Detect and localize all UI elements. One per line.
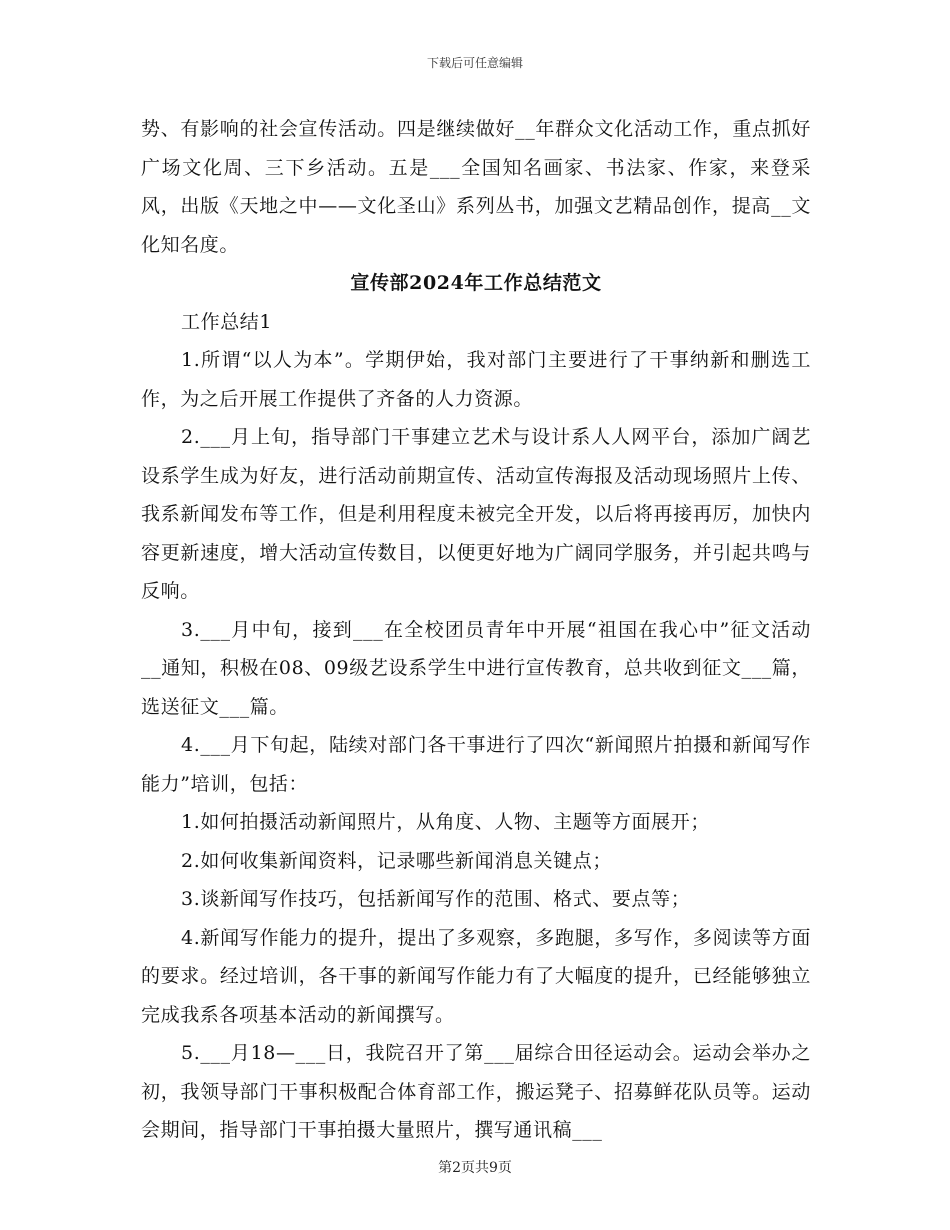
paragraph: 1.所谓“以人为本”。学期伊始，我对部门主要进行了干事纳新和删选工作，为之后开展工作提供了齐备的人力资源。 — [141, 349, 811, 410]
list-item: 2.如何收集新闻资料，记录哪些新闻消息关键点； — [181, 849, 612, 872]
list-item: 1.如何拍摄活动新闻照片，从角度、人物、主题等方面展开； — [181, 811, 710, 833]
paragraph: 3.___月中旬，接到___在全校团员青年中开展“祖国在我心中”征文活动__通知，积极在08、09级艺设系学生中进行宣传教育，总共收到征文___篇，选送征文___篇。 — [141, 618, 811, 718]
list-item: 4.新闻写作能力的提升，提出了多观察，多跑腿，多写作，多阅读等方面的要求。经过培训，各干事的新闻写作能力有了大幅度的提升，已经能够独立完成我系各项基本活动的新闻撰写。 — [141, 926, 811, 1026]
document-body — [141, 110, 811, 1150]
document-title: 宣传部2024年工作总结范文 — [350, 272, 602, 294]
page-header-note: 下载后可任意编辑 — [426, 56, 523, 70]
paragraph: 5.___月18—___日，我院召开了第___届综合田径运动会。运动会举办之初，我领导部门干事积极配合体育部工作，搬运凳子、招募鲜花队员等。运动会期间，指导部门干事拍摄大量照片，撰写通讯稿___ — [141, 1042, 811, 1141]
paragraph: 2.___月上旬，指导部门干事建立艺术与设计系人人网平台，添加广阔艺设系学生成为好友，进行活动前期宣传、活动宣传海报及活动现场照片上传、我系新闻发布等工作，但是利用程度未被完全开发，以后将再接再厉，加快内容更新速度，增大活动宣传数目，以便更好地为广阔同学服务，并引起共鸣与反响。 — [141, 426, 811, 602]
section-heading: 工作总结1 — [181, 310, 273, 333]
paragraph: 4.___月下旬起，陆续对部门各干事进行了四次“新闻照片拍摄和新闻写作能力”培训，包括： — [141, 734, 811, 795]
list-item: 3.谈新闻写作技巧，包括新闻写作的范围、格式、要点等； — [181, 888, 691, 910]
paragraph-continued: 势、有影响的社会宣传活动。四是继续做好__年群众文化活动工作，重点抓好广场文化周、三下乡活动。五是___全国知名画家、书法家、作家，来登采风，出版《天地之中——文化圣山》系列丛书，加强文艺精品创作，提高__文化知名度。 — [141, 118, 811, 256]
page-number-footer: 第2页共9页 — [438, 1160, 512, 1176]
